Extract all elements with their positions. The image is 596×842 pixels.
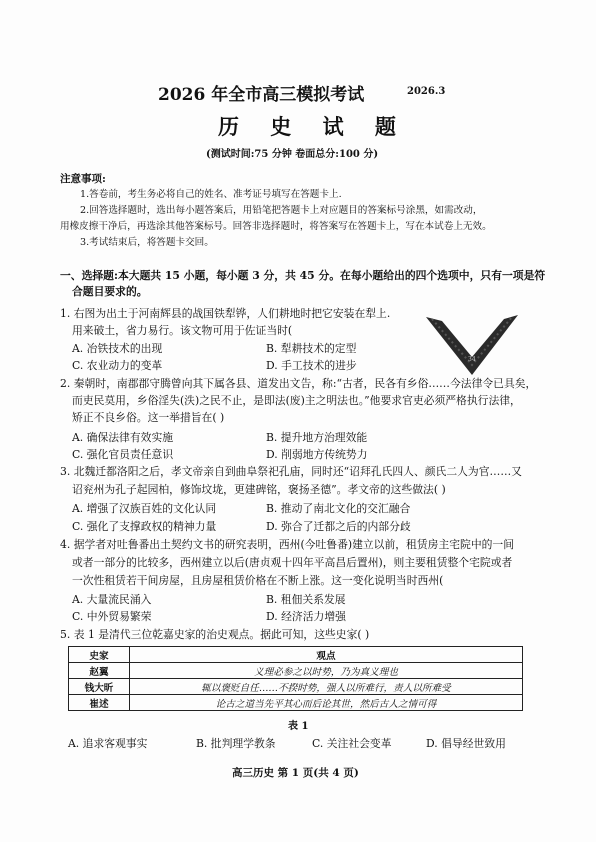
exam-title: 2026 年全市高三模拟考试 xyxy=(158,85,365,105)
table-header: 史家 xyxy=(69,647,130,663)
option-c: C. 中外贸易繁荣 xyxy=(72,610,152,623)
image-mark: 34 xyxy=(468,356,476,363)
historian-name: 钱大昕 xyxy=(69,679,130,695)
table-row xyxy=(69,663,523,679)
iron-ploughshare-image xyxy=(424,311,520,383)
option-d: D. 削弱地方传统势力 xyxy=(266,448,368,461)
question-stem: 5. 表 1 是清代三位乾嘉史家的治史观点。据此可知，这些史家( ) xyxy=(60,628,370,641)
exam-meta: (测试时间:75 分钟 卷面总分:100 分) xyxy=(206,149,379,160)
option-d: D. 经济活力增强 xyxy=(266,610,346,623)
section-heading-cont: 合题目要求的。 xyxy=(72,285,148,298)
option-b: B. 批判理学教条 xyxy=(196,737,276,750)
notes-heading: 注意事项: xyxy=(60,173,106,185)
question-stem: 用来破土，省力易行。该文物可用于佐证当时( xyxy=(72,324,293,337)
question-stem: 4. 据学者对吐鲁番出土契约文书的研究表明，西州(今吐鲁番)建立以前，租赁房主宅院中的一间 xyxy=(60,538,515,551)
note-line: 3.考试结束后，将答题卡交回。 xyxy=(80,237,214,248)
note-line: 1.答卷前，考生务必将自己的姓名、准考证号填写在答题卡上. xyxy=(80,189,342,200)
option-c: C. 关注社会变革 xyxy=(312,737,392,750)
option-b: B. 犁耕技术的定型 xyxy=(266,342,357,355)
option-b: B. 租佃关系发展 xyxy=(266,593,346,606)
table-caption: 表 1 xyxy=(288,721,309,732)
question-stem: 2. 秦朝时，南郡郡守腾曾向其下属各县、道发出文告，称:“古者，民各有乡俗……今法律令已具矣， xyxy=(60,377,537,390)
option-a: A. 大量流民涌入 xyxy=(72,593,152,606)
question-stem: 1. 右图为出土于河南辉县的战国铁犁铧，人们耕地时把它安装在犁上. xyxy=(60,307,391,320)
question-stem: 而吏民莫用，乡俗淫失(泆)之民不止，是即法(废)主之明法也。”他要求官吏必须严格执行法律， xyxy=(72,394,521,407)
option-d: D. 弥合了迁都之后的内部分歧 xyxy=(266,520,411,533)
option-a: A. 增强了汉族百姓的文化认同 xyxy=(72,502,217,515)
question-stem: 诏兖州为孔子起园柏，修饰坟垅，更建碑铭，褒扬圣德”。孝文帝的这些做法( ) xyxy=(72,483,446,496)
exam-date: 2026.3 xyxy=(407,86,446,97)
historian-name: 崔述 xyxy=(69,695,130,711)
option-a: A. 追求客观事实 xyxy=(68,737,148,750)
question-stem: 3. 北魏迁都洛阳之后，孝文帝亲自到曲阜祭祀孔庙，同时还“诏拜孔氏四人、颜氏二人为官……又 xyxy=(60,465,522,478)
option-b: B. 提升地方治理效能 xyxy=(266,431,368,444)
subject-title: 历 史 试 题 xyxy=(218,114,408,139)
question-stem: 一次性租赁若干间房屋，且房屋租赁价格在不断上涨。这一变化说明当时西州( xyxy=(72,574,444,587)
question-stem: 矫正不良乡俗。这一举措旨在( ) xyxy=(72,411,225,424)
page-footer: 高三历史 第 1 页(共 4 页) xyxy=(232,767,359,779)
question-stem: 或者一部分的比较多，西州建立以后(唐贞观十四年平高昌后置州)，则主要租赁整个宅院或者 xyxy=(72,556,513,569)
table-header-row xyxy=(69,647,523,663)
historian-view: 论古之道当先平其心而后论其世，然后古人之情可得 xyxy=(130,695,523,711)
note-line: 用橡皮擦干净后，再选涂其他答案标号。回答非选择题时，将答案写在答题卡上，写在本试卷上无效。 xyxy=(60,221,492,232)
historian-views-table xyxy=(68,646,523,711)
table-header: 观点 xyxy=(130,647,523,663)
historian-view: 辄以褒贬自任……不揆时势，强人以所难行，责人以所难受 xyxy=(130,679,523,695)
table-row xyxy=(69,679,523,695)
note-line: 2.回答选择题时，选出每小题答案后，用铅笔把答题卡上对应题目的答案标号涂黑，如需改动， xyxy=(80,205,483,216)
table-row xyxy=(69,695,523,711)
section-heading: 一、选择题:本大题共 15 小题，每小题 3 分，共 45 分。在每小题给出的四个选项中，只有一项是符 xyxy=(60,269,546,282)
historian-name: 赵翼 xyxy=(69,663,130,679)
option-d: D. 手工技术的进步 xyxy=(266,359,357,372)
historian-view: 义理必参之以时势，乃为真义理也 xyxy=(130,663,523,679)
option-a: A. 冶铁技术的出现 xyxy=(72,342,163,355)
option-c: C. 强化官员责任意识 xyxy=(72,448,174,461)
option-d: D. 倡导经世致用 xyxy=(426,737,506,750)
option-b: B. 推动了南北文化的交汇融合 xyxy=(266,502,411,515)
option-c: C. 农业动力的变革 xyxy=(72,359,163,372)
option-c: C. 强化了支撑政权的精神力量 xyxy=(72,520,217,533)
option-a: A. 确保法律有效实施 xyxy=(72,431,174,444)
